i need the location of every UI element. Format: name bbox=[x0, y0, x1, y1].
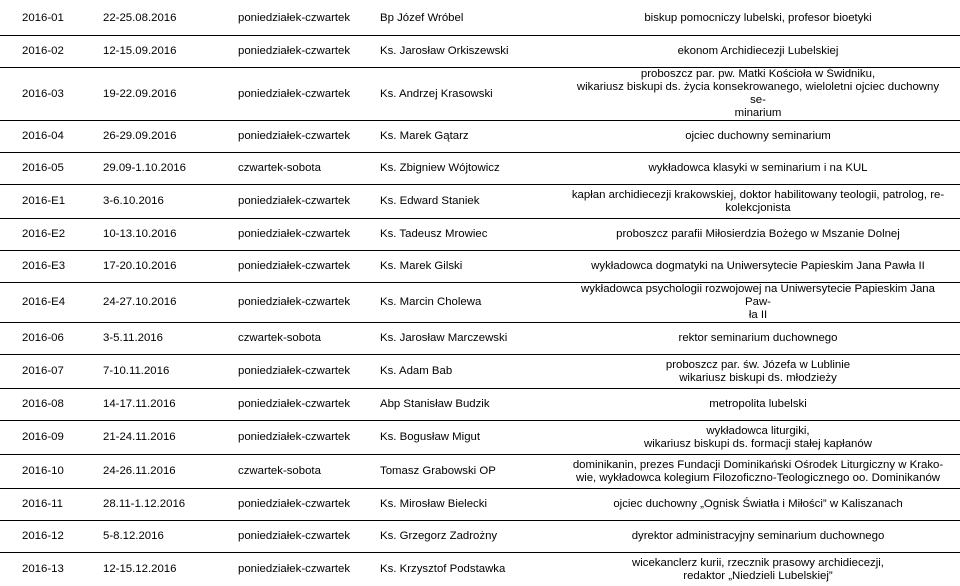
session-days-cell: poniedziałek-czwartek bbox=[208, 489, 372, 521]
speaker-name-cell: Ks. Marek Gątarz bbox=[372, 121, 560, 153]
speaker-role-line: wykładowca klasyki w seminarium i na KUL bbox=[570, 162, 946, 175]
speaker-role-cell bbox=[560, 389, 960, 421]
speaker-name-cell: Ks. Krzysztof Podstawka bbox=[372, 553, 560, 586]
speaker-role-cell bbox=[560, 68, 960, 121]
speaker-name-cell: Tomasz Grabowski OP bbox=[372, 455, 560, 489]
speaker-role-line: wykładowca psychologii rozwojowej na Uniwersytecie Papieskim Jana Paw- bbox=[570, 283, 946, 309]
speaker-role-line: biskup pomocniczy lubelski, profesor bioetyki bbox=[570, 12, 946, 25]
table-row bbox=[0, 1, 960, 36]
table-row bbox=[0, 355, 960, 389]
session-code-cell: 2016-06 bbox=[0, 323, 98, 355]
session-days-cell: poniedziałek-czwartek bbox=[208, 121, 372, 153]
session-code-cell: 2016-12 bbox=[0, 521, 98, 553]
speaker-role-line: ła II bbox=[570, 309, 946, 322]
speaker-name-cell: Ks. Andrzej Krasowski bbox=[372, 68, 560, 121]
speaker-role-line: wikariusz biskupi ds. formacji stałej kapłanów bbox=[570, 438, 946, 451]
speaker-name-cell: Ks. Mirosław Bielecki bbox=[372, 489, 560, 521]
speaker-name-cell: Ks. Tadeusz Mrowiec bbox=[372, 219, 560, 251]
speaker-name-cell: Ks. Jarosław Marczewski bbox=[372, 323, 560, 355]
session-code-cell: 2016-E2 bbox=[0, 219, 98, 251]
session-days-cell: poniedziałek-czwartek bbox=[208, 68, 372, 121]
speaker-role-line: ekonom Archidiecezji Lubelskiej bbox=[570, 45, 946, 58]
session-date-cell: 14-17.11.2016 bbox=[98, 389, 208, 421]
session-days-cell: poniedziałek-czwartek bbox=[208, 553, 372, 586]
session-days-cell: poniedziałek-czwartek bbox=[208, 283, 372, 323]
table-row bbox=[0, 521, 960, 553]
speaker-role-line: minarium bbox=[570, 107, 946, 120]
session-days-cell: poniedziałek-czwartek bbox=[208, 185, 372, 219]
session-days-cell: poniedziałek-czwartek bbox=[208, 219, 372, 251]
session-days-cell: poniedziałek-czwartek bbox=[208, 355, 372, 389]
table-row bbox=[0, 219, 960, 251]
session-code-cell: 2016-03 bbox=[0, 68, 98, 121]
speaker-name-cell: Ks. Zbigniew Wójtowicz bbox=[372, 153, 560, 185]
speaker-role-line: wikariusz biskupi ds. życia konsekrowanego, wieloletni ojciec duchowny se- bbox=[570, 81, 946, 107]
session-days-cell: poniedziałek-czwartek bbox=[208, 251, 372, 283]
session-days-cell: poniedziałek-czwartek bbox=[208, 1, 372, 36]
table-row bbox=[0, 389, 960, 421]
session-days-cell: poniedziałek-czwartek bbox=[208, 389, 372, 421]
speaker-role-line: redaktor „Niedzieli Lubelskiej” bbox=[570, 570, 946, 583]
table-row bbox=[0, 489, 960, 521]
session-date-cell: 12-15.12.2016 bbox=[98, 553, 208, 586]
session-days-cell: czwartek-sobota bbox=[208, 323, 372, 355]
speaker-role-line: proboszcz par. pw. Matki Kościoła w Świdniku, bbox=[570, 68, 946, 81]
speaker-role-line: wie, wykładowca kolegium Filozoficzno-Teologicznego oo. Dominikanów bbox=[570, 472, 946, 485]
speaker-role-cell bbox=[560, 36, 960, 68]
session-date-cell: 24-26.11.2016 bbox=[98, 455, 208, 489]
speaker-role-line: proboszcz parafii Miłosierdzia Bożego w Mszanie Dolnej bbox=[570, 228, 946, 241]
session-code-cell: 2016-10 bbox=[0, 455, 98, 489]
speaker-role-line: kolekcjonista bbox=[570, 202, 946, 215]
speaker-role-cell bbox=[560, 489, 960, 521]
speaker-role-cell bbox=[560, 153, 960, 185]
speaker-role-line: rektor seminarium duchownego bbox=[570, 332, 946, 345]
session-code-cell: 2016-E1 bbox=[0, 185, 98, 219]
speaker-name-cell: Ks. Bogusław Migut bbox=[372, 421, 560, 455]
table-row bbox=[0, 251, 960, 283]
session-date-cell: 12-15.09.2016 bbox=[98, 36, 208, 68]
table-row bbox=[0, 68, 960, 121]
speaker-role-line: wikariusz biskupi ds. młodzieży bbox=[570, 372, 946, 385]
session-days-cell: poniedziałek-czwartek bbox=[208, 421, 372, 455]
session-date-cell: 10-13.10.2016 bbox=[98, 219, 208, 251]
table-row bbox=[0, 283, 960, 323]
table-row bbox=[0, 421, 960, 455]
speaker-role-line: proboszcz par. św. Józefa w Lublinie bbox=[570, 359, 946, 372]
session-days-cell: czwartek-sobota bbox=[208, 455, 372, 489]
session-days-cell: poniedziałek-czwartek bbox=[208, 36, 372, 68]
session-date-cell: 5-8.12.2016 bbox=[98, 521, 208, 553]
speaker-role-cell bbox=[560, 455, 960, 489]
speaker-role-line: metropolita lubelski bbox=[570, 398, 946, 411]
speaker-role-line: kapłan archidiecezji krakowskiej, doktor habilitowany teologii, patrolog, re- bbox=[570, 189, 946, 202]
session-date-cell: 22-25.08.2016 bbox=[98, 1, 208, 36]
session-date-cell: 26-29.09.2016 bbox=[98, 121, 208, 153]
speaker-role-cell bbox=[560, 219, 960, 251]
schedule-body bbox=[0, 1, 960, 586]
speaker-role-cell bbox=[560, 185, 960, 219]
session-code-cell: 2016-08 bbox=[0, 389, 98, 421]
retreat-schedule-table bbox=[0, 1, 960, 586]
speaker-role-line: wicekanclerz kurii, rzecznik prasowy archidiecezji, bbox=[570, 557, 946, 570]
session-code-cell: 2016-09 bbox=[0, 421, 98, 455]
session-date-cell: 29.09-1.10.2016 bbox=[98, 153, 208, 185]
table-row bbox=[0, 553, 960, 586]
session-date-cell: 28.11-1.12.2016 bbox=[98, 489, 208, 521]
speaker-role-cell bbox=[560, 421, 960, 455]
session-days-cell: poniedziałek-czwartek bbox=[208, 521, 372, 553]
table-row bbox=[0, 121, 960, 153]
session-date-cell: 7-10.11.2016 bbox=[98, 355, 208, 389]
speaker-role-cell bbox=[560, 553, 960, 586]
session-date-cell: 24-27.10.2016 bbox=[98, 283, 208, 323]
speaker-name-cell: Bp Józef Wróbel bbox=[372, 1, 560, 36]
table-row bbox=[0, 323, 960, 355]
speaker-role-cell bbox=[560, 251, 960, 283]
speaker-name-cell: Ks. Grzegorz Zadrożny bbox=[372, 521, 560, 553]
session-code-cell: 2016-E3 bbox=[0, 251, 98, 283]
speaker-name-cell: Ks. Edward Staniek bbox=[372, 185, 560, 219]
speaker-role-line: wykładowca dogmatyki na Uniwersytecie Papieskim Jana Pawła II bbox=[570, 260, 946, 273]
speaker-role-cell bbox=[560, 355, 960, 389]
speaker-role-cell bbox=[560, 1, 960, 36]
session-date-cell: 3-5.11.2016 bbox=[98, 323, 208, 355]
session-code-cell: 2016-05 bbox=[0, 153, 98, 185]
table-row bbox=[0, 185, 960, 219]
session-date-cell: 19-22.09.2016 bbox=[98, 68, 208, 121]
session-code-cell: 2016-13 bbox=[0, 553, 98, 586]
speaker-role-line: wykładowca liturgiki, bbox=[570, 425, 946, 438]
speaker-name-cell: Ks. Jarosław Orkiszewski bbox=[372, 36, 560, 68]
session-code-cell: 2016-11 bbox=[0, 489, 98, 521]
speaker-role-line: dominikanin, prezes Fundacji Dominikański Ośrodek Liturgiczny w Krako- bbox=[570, 459, 946, 472]
session-code-cell: 2016-02 bbox=[0, 36, 98, 68]
table-row bbox=[0, 153, 960, 185]
session-date-cell: 17-20.10.2016 bbox=[98, 251, 208, 283]
session-code-cell: 2016-07 bbox=[0, 355, 98, 389]
session-code-cell: 2016-04 bbox=[0, 121, 98, 153]
table-row bbox=[0, 36, 960, 68]
session-date-cell: 3-6.10.2016 bbox=[98, 185, 208, 219]
speaker-role-line: ojciec duchowny seminarium bbox=[570, 130, 946, 143]
speaker-name-cell: Abp Stanisław Budzik bbox=[372, 389, 560, 421]
speaker-role-cell bbox=[560, 283, 960, 323]
table-row bbox=[0, 455, 960, 489]
session-code-cell: 2016-01 bbox=[0, 1, 98, 36]
speaker-name-cell: Ks. Marek Gilski bbox=[372, 251, 560, 283]
session-date-cell: 21-24.11.2016 bbox=[98, 421, 208, 455]
session-code-cell: 2016-E4 bbox=[0, 283, 98, 323]
speaker-name-cell: Ks. Adam Bab bbox=[372, 355, 560, 389]
speaker-role-cell bbox=[560, 521, 960, 553]
speaker-role-line: ojciec duchowny „Ognisk Światła i Miłości” w Kaliszanach bbox=[570, 498, 946, 511]
speaker-role-line: dyrektor administracyjny seminarium duchownego bbox=[570, 530, 946, 543]
speaker-role-cell bbox=[560, 323, 960, 355]
speaker-role-cell bbox=[560, 121, 960, 153]
speaker-name-cell: Ks. Marcin Cholewa bbox=[372, 283, 560, 323]
session-days-cell: czwartek-sobota bbox=[208, 153, 372, 185]
